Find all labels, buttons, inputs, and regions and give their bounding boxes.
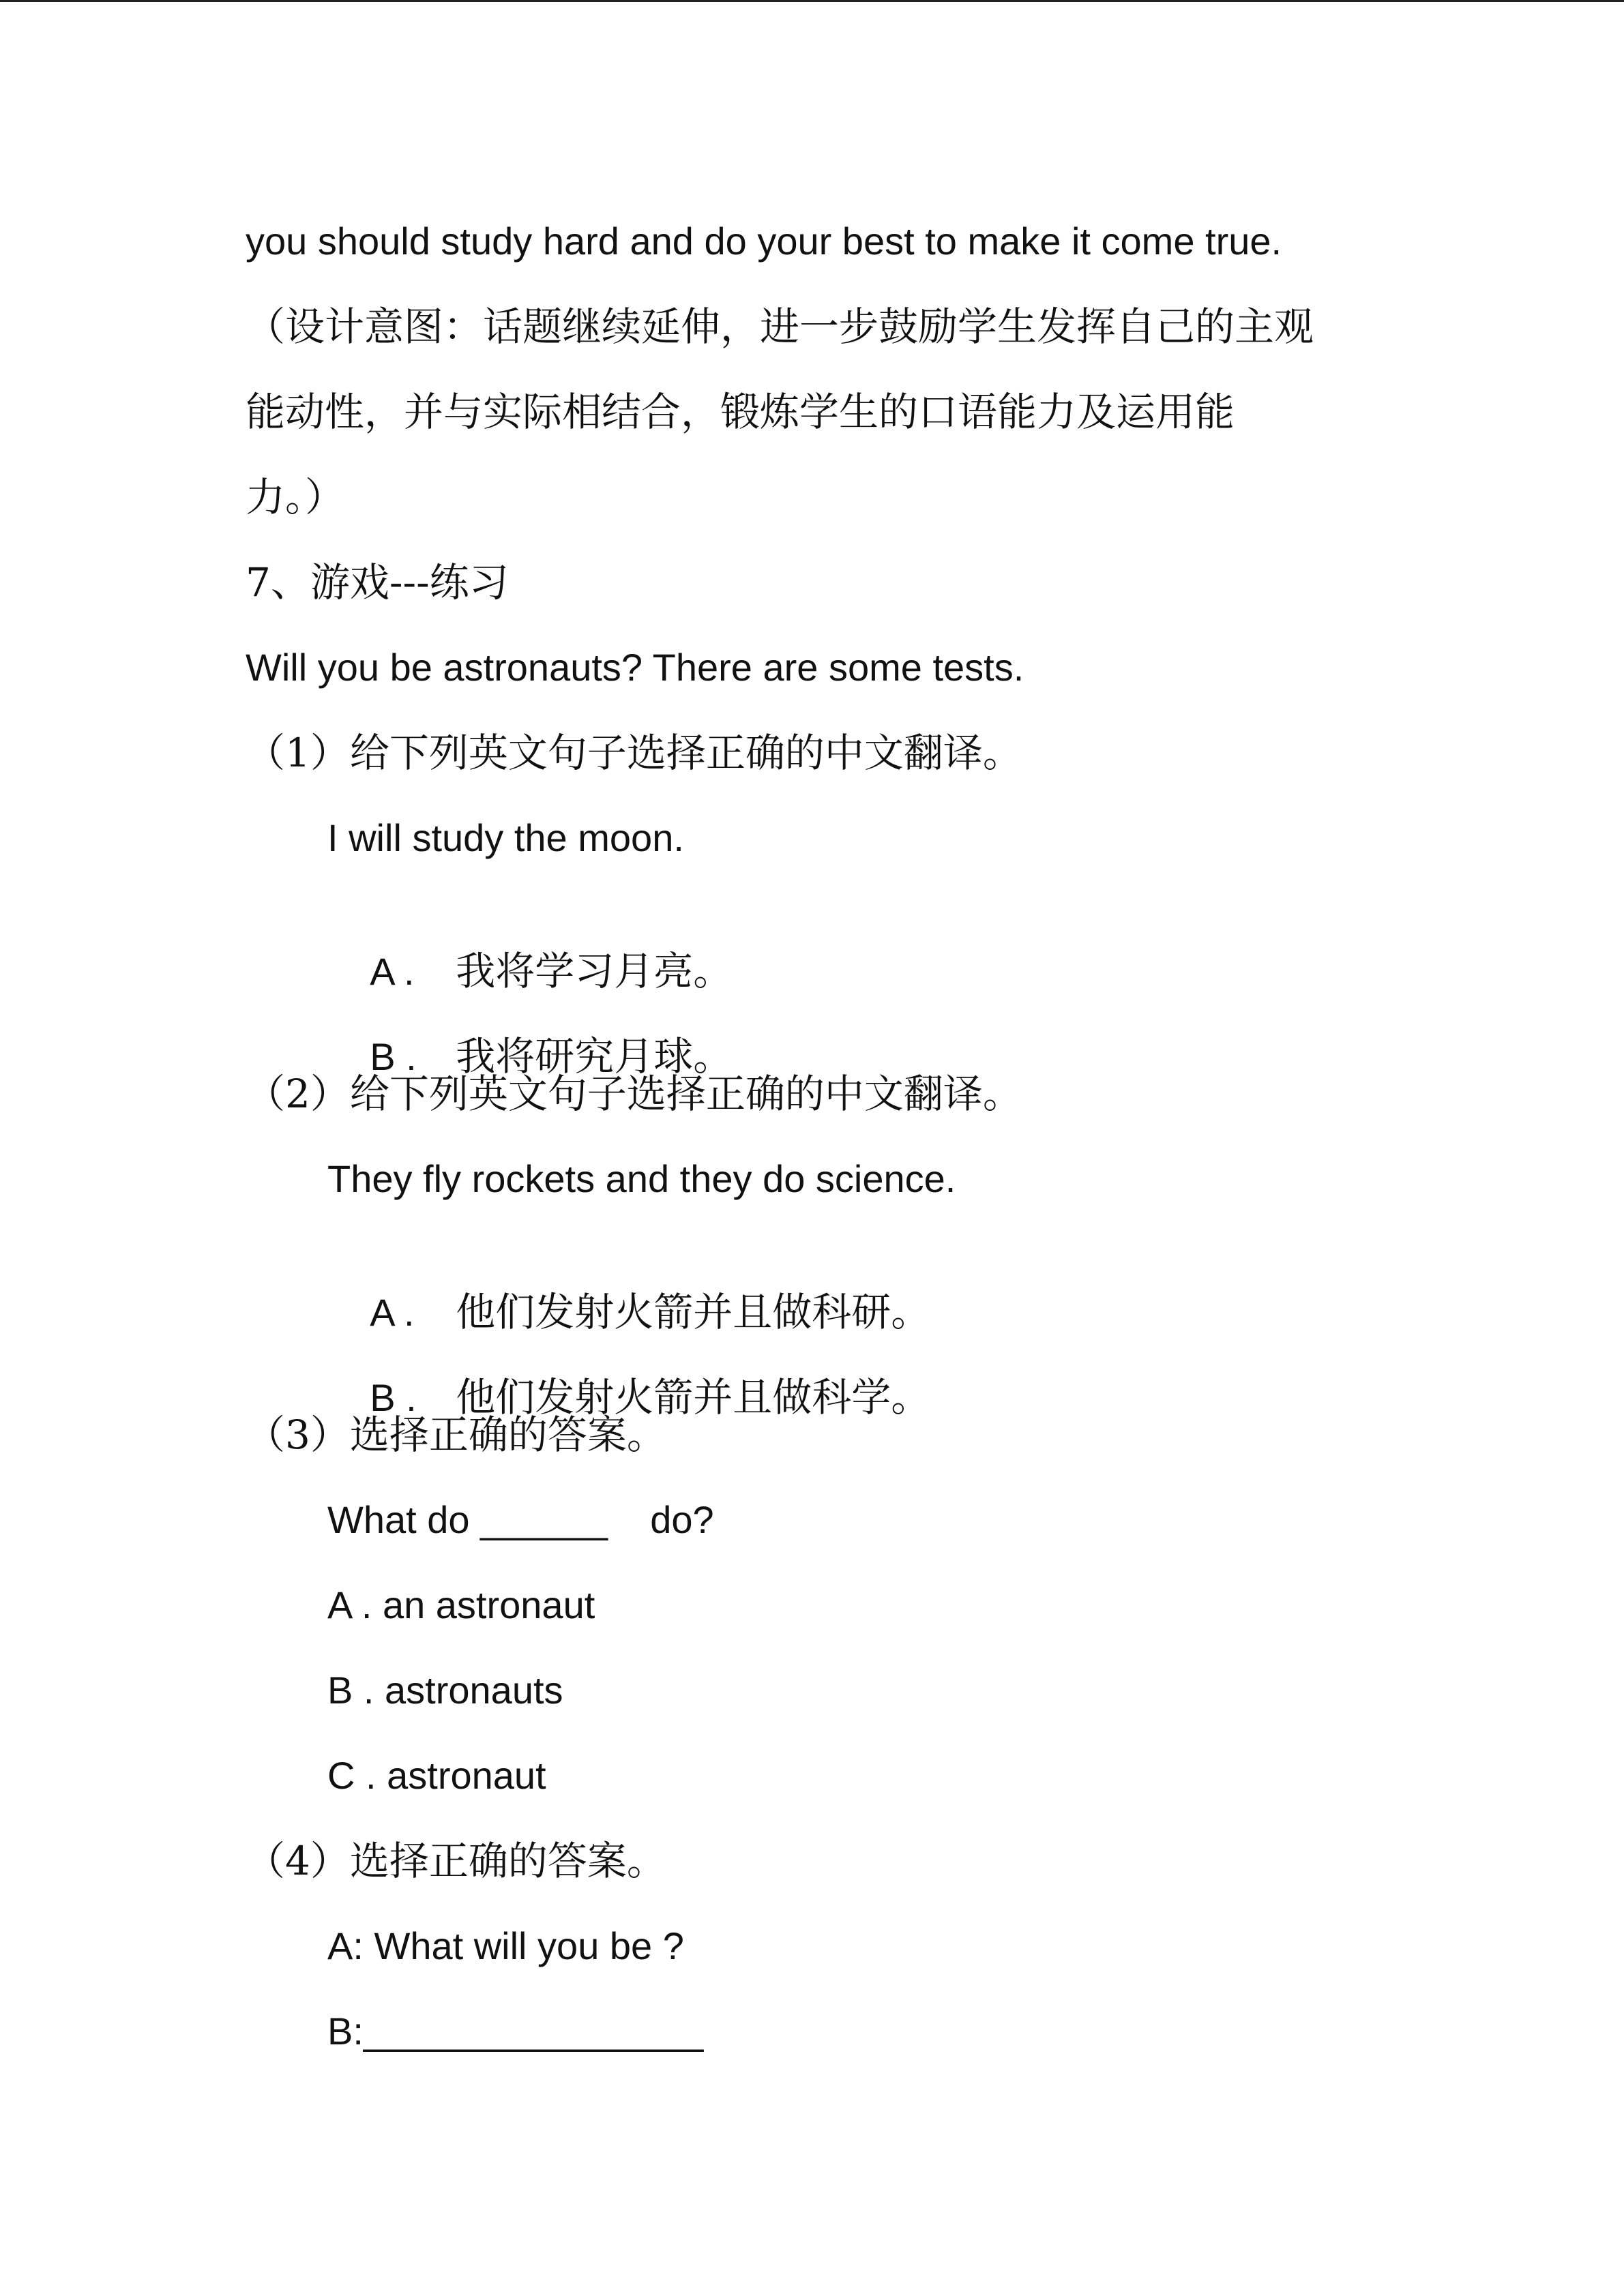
option-text: 他们发射火箭并且做科研。 — [456, 1289, 931, 1335]
question-4-prompt: （4）选择正确的答案。 — [246, 1838, 666, 1884]
design-note-line-1: （设计意图：话题继续延伸，进一步鼓励学生发挥自己的主观 — [246, 303, 1314, 350]
question-4-line-a: A: What will you be ? — [327, 1924, 684, 1967]
question-3-option-c[interactable]: C . astronaut — [327, 1754, 546, 1797]
design-note-line-2: 能动性，并与实际相结合，锻炼学生的口语能力及运用能 — [246, 389, 1235, 435]
option-letter: A . — [370, 950, 415, 993]
option-letter: B . — [370, 1376, 417, 1419]
question-3-option-a[interactable]: A . an astronaut — [327, 1583, 595, 1626]
option-letter: A . — [370, 1291, 415, 1334]
section-intro: Will you be astronauts? There are some tests. — [246, 646, 1024, 689]
question-1-prompt: （1）给下列英文句子选择正确的中文翻译。 — [246, 730, 1022, 776]
question-3-sentence: What do ______ do? — [327, 1498, 714, 1541]
option-text: 我将学习月亮。 — [456, 948, 733, 994]
design-note-line-3: 力。） — [246, 474, 345, 520]
question-2-sentence: They fly rockets and they do science. — [327, 1157, 956, 1200]
question-3-option-b[interactable]: B . astronauts — [327, 1669, 563, 1712]
option-text: 我将研究月球。 — [456, 1033, 733, 1079]
section-heading: 7、游戏---练习 — [246, 559, 509, 606]
option-letter: B . — [370, 1035, 417, 1078]
option-text: 他们发射火箭并且做科学。 — [456, 1374, 931, 1420]
question-1-sentence: I will study the moon. — [327, 816, 684, 859]
question-3-prompt: （3）选择正确的答案。 — [246, 1412, 666, 1458]
intro-line: you should study hard and do your best to make it come true. — [246, 220, 1282, 263]
question-2-prompt: （2）给下列英文句子选择正确的中文翻译。 — [246, 1071, 1022, 1117]
question-4-answer-blank[interactable]: B:________________ — [327, 2010, 704, 2053]
